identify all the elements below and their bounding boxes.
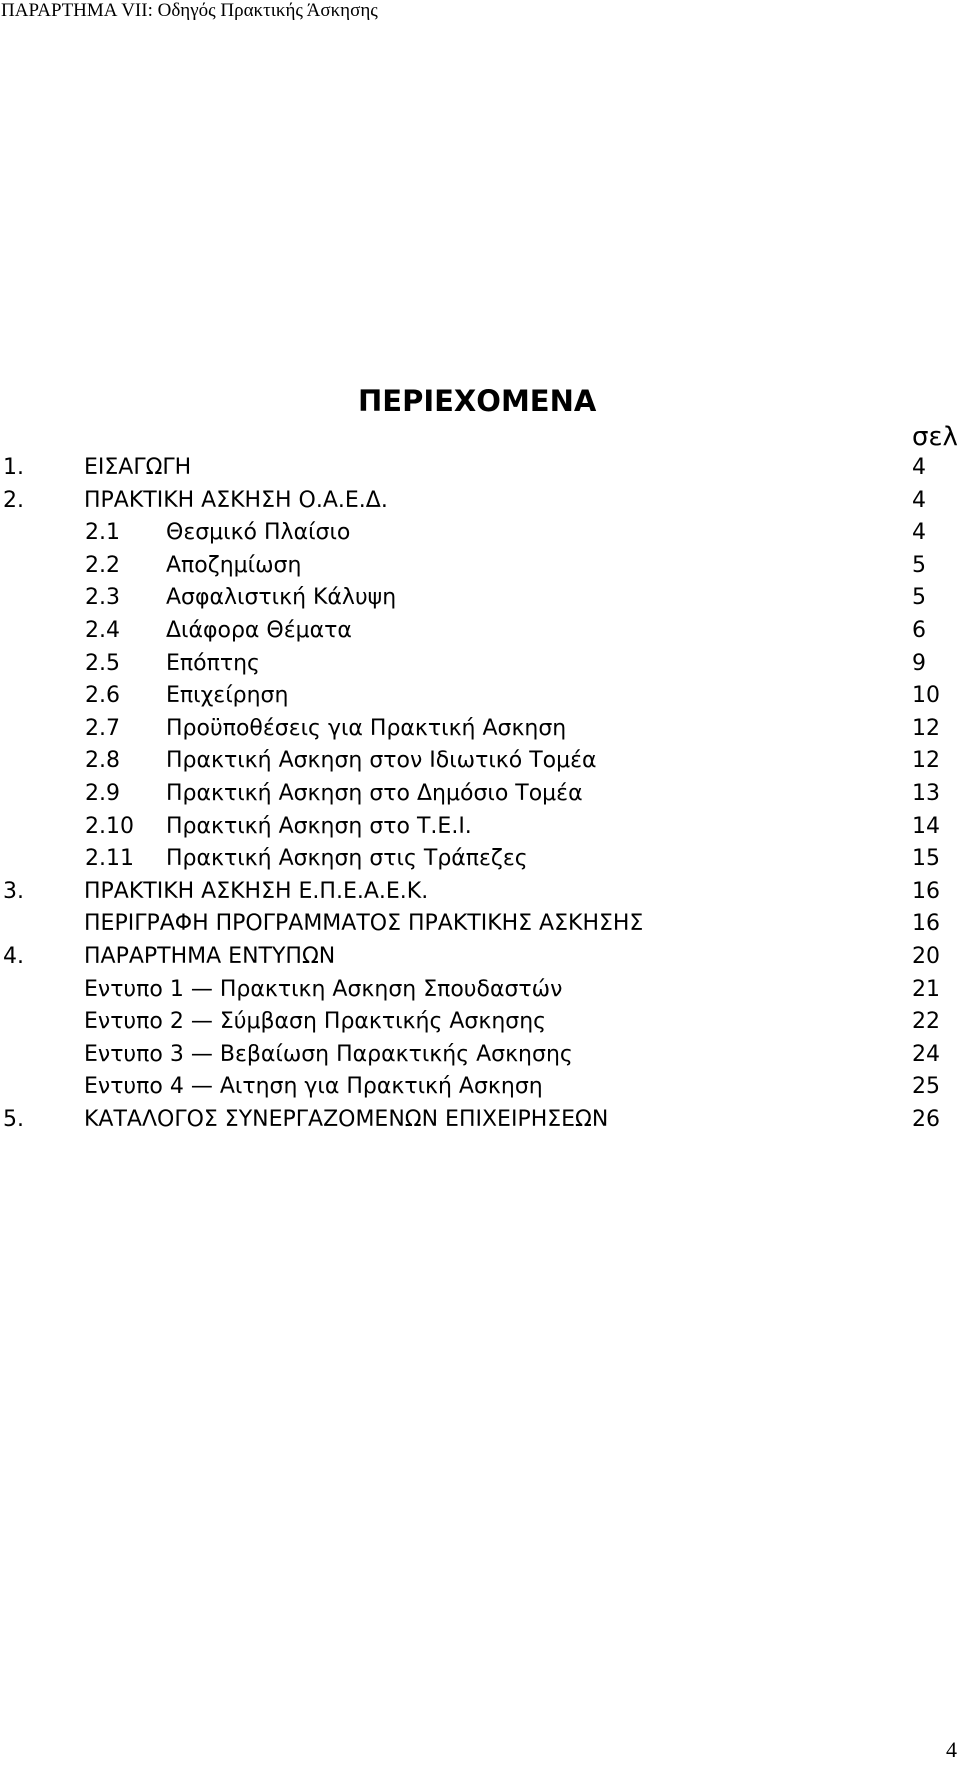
toc-entry-label: Πρακτική Ασκηση στο Δημόσιο Τομέα <box>166 780 583 806</box>
toc-entry-label: Θεσμικό Πλαίσιο <box>166 520 351 546</box>
toc-entry-page: 25 <box>912 1074 940 1100</box>
toc-entry-label: ΠΡΑΚΤΙΚΗ ΑΣΚΗΣΗ Ε.Π.Ε.Α.Ε.Κ. <box>84 878 429 904</box>
toc-entry <box>0 843 960 876</box>
toc-entry-label: Πρακτική Ασκηση στο Τ.Ε.Ι. <box>166 813 472 839</box>
toc-entry-page: 16 <box>912 878 940 904</box>
toc-entry-number: 5. <box>3 1106 24 1132</box>
toc-entry-number: 2.10 <box>85 813 134 839</box>
toc-entry-number: 2.4 <box>85 617 120 643</box>
toc-entry <box>0 778 960 811</box>
toc-entry-number: 2.2 <box>85 552 120 578</box>
toc-entry-number: 2.7 <box>85 715 120 741</box>
toc-entry-page: 12 <box>912 748 940 774</box>
toc-entry <box>0 582 960 615</box>
toc-entry-label: Εντυπο 2 — Σύμβαση Πρακτικής Ασκησης <box>84 1009 547 1035</box>
toc-entry-number: 2.1 <box>85 520 120 546</box>
toc-entry-page: 20 <box>912 943 940 969</box>
toc-entry <box>0 974 960 1007</box>
toc-entry-page: 22 <box>912 1009 940 1035</box>
toc-entry-number: 2.11 <box>85 846 134 872</box>
toc-entry-page: 26 <box>912 1106 940 1132</box>
toc-entry-page: 10 <box>912 683 940 709</box>
toc-entry-number: 2.9 <box>85 780 120 806</box>
page-column-header: σελ <box>912 422 958 452</box>
toc-entry <box>0 1006 960 1039</box>
toc-entry-number: 2. <box>3 487 24 513</box>
toc-entry <box>0 550 960 583</box>
toc-entry-page: 16 <box>912 911 940 937</box>
toc-entry-number: 4. <box>3 943 24 969</box>
toc-entry-number: 2.8 <box>85 748 120 774</box>
toc-entry <box>0 615 960 648</box>
toc-entry-page: 24 <box>912 1041 940 1067</box>
toc-entry-label: Πρακτική Ασκηση στις Τράπεζες <box>166 846 528 872</box>
toc-entry-page: 13 <box>912 780 940 806</box>
toc-entry-page: 14 <box>912 813 940 839</box>
toc-entry-label: ΕΙΣΑΓΩΓΗ <box>84 455 192 480</box>
toc-entry-label: Εντυπο 3 — Βεβαίωση Παρακτικής Ασκησης <box>84 1041 573 1067</box>
toc-entry-label: Αποζημίωση <box>166 552 302 578</box>
toc-entry-number: 1. <box>3 455 24 480</box>
page-number: 4 <box>946 1737 957 1762</box>
toc-entry <box>0 485 960 518</box>
toc-entry <box>0 452 960 485</box>
toc-entry-number: 2.6 <box>85 683 120 709</box>
toc-entry <box>0 517 960 550</box>
toc-entry-label: Πρακτική Ασκηση στον Ιδιωτικό Τομέα <box>166 748 597 774</box>
page-title: ΠΕΡΙΕΧΟΜΕΝΑ <box>358 384 597 418</box>
toc-entry-label: ΠΑΡΑΡΤΗΜΑ ΕΝΤΥΠΩΝ <box>84 943 336 969</box>
toc-entry <box>0 713 960 746</box>
toc-entry-page: 9 <box>912 650 926 676</box>
toc-entry-page: 15 <box>912 846 940 872</box>
toc-entry <box>0 648 960 681</box>
toc-entry-label: Επιχείρηση <box>166 683 289 709</box>
toc-entry-page: 12 <box>912 715 940 741</box>
toc-entry-page: 5 <box>912 552 926 578</box>
toc-entry-page: 4 <box>912 520 926 546</box>
toc-entry <box>0 908 960 941</box>
toc-entry-page: 6 <box>912 617 926 643</box>
toc-entry-label: Ασφαλιστική Κάλυψη <box>166 585 397 611</box>
toc-entry-page: 4 <box>912 487 926 513</box>
toc-entry-page: 5 <box>912 585 926 611</box>
toc-entry-number: 3. <box>3 878 24 904</box>
toc-entry-number: 2.3 <box>85 585 120 611</box>
toc-entry <box>0 1039 960 1072</box>
toc-entry <box>0 941 960 974</box>
table-of-contents <box>0 452 960 1136</box>
toc-entry-page: 4 <box>912 455 926 480</box>
toc-entry-page: 21 <box>912 976 940 1002</box>
toc-entry-label: Διάφορα Θέματα <box>166 617 352 643</box>
toc-entry-number: 2.5 <box>85 650 120 676</box>
toc-entry-label: ΚΑΤΑΛΟΓΟΣ ΣΥΝΕΡΓΑΖΟΜΕΝΩΝ ΕΠΙΧΕΙΡΗΣΕΩΝ <box>84 1106 609 1132</box>
toc-entry <box>0 1104 960 1137</box>
toc-entry-label: Επόπτης <box>166 650 260 676</box>
toc-entry <box>0 1071 960 1104</box>
running-header: ΠΑΡΑΡΤΗΜΑ VII: Οδηγός Πρακτικής Άσκησης <box>1 0 378 21</box>
toc-entry <box>0 811 960 844</box>
toc-entry-label: Εντυπο 1 — Πρακτικη Ασκηση Σπουδαστών <box>84 976 563 1002</box>
toc-entry <box>0 680 960 713</box>
toc-entry-label: ΠΕΡΙΓΡΑΦΗ ΠΡΟΓΡΑΜΜΑΤΟΣ ΠΡΑΚΤΙΚΗΣ ΑΣΚΗΣΗΣ <box>84 911 644 937</box>
toc-entry-label: Εντυπο 4 — Αιτηση για Πρακτική Ασκηση <box>84 1074 543 1100</box>
toc-entry <box>0 745 960 778</box>
toc-entry-label: ΠΡΑΚΤΙΚΗ ΑΣΚΗΣΗ Ο.Α.Ε.Δ. <box>84 487 388 513</box>
toc-entry-label: Προϋποθέσεις για Πρακτική Ασκηση <box>166 715 567 741</box>
toc-entry <box>0 876 960 909</box>
